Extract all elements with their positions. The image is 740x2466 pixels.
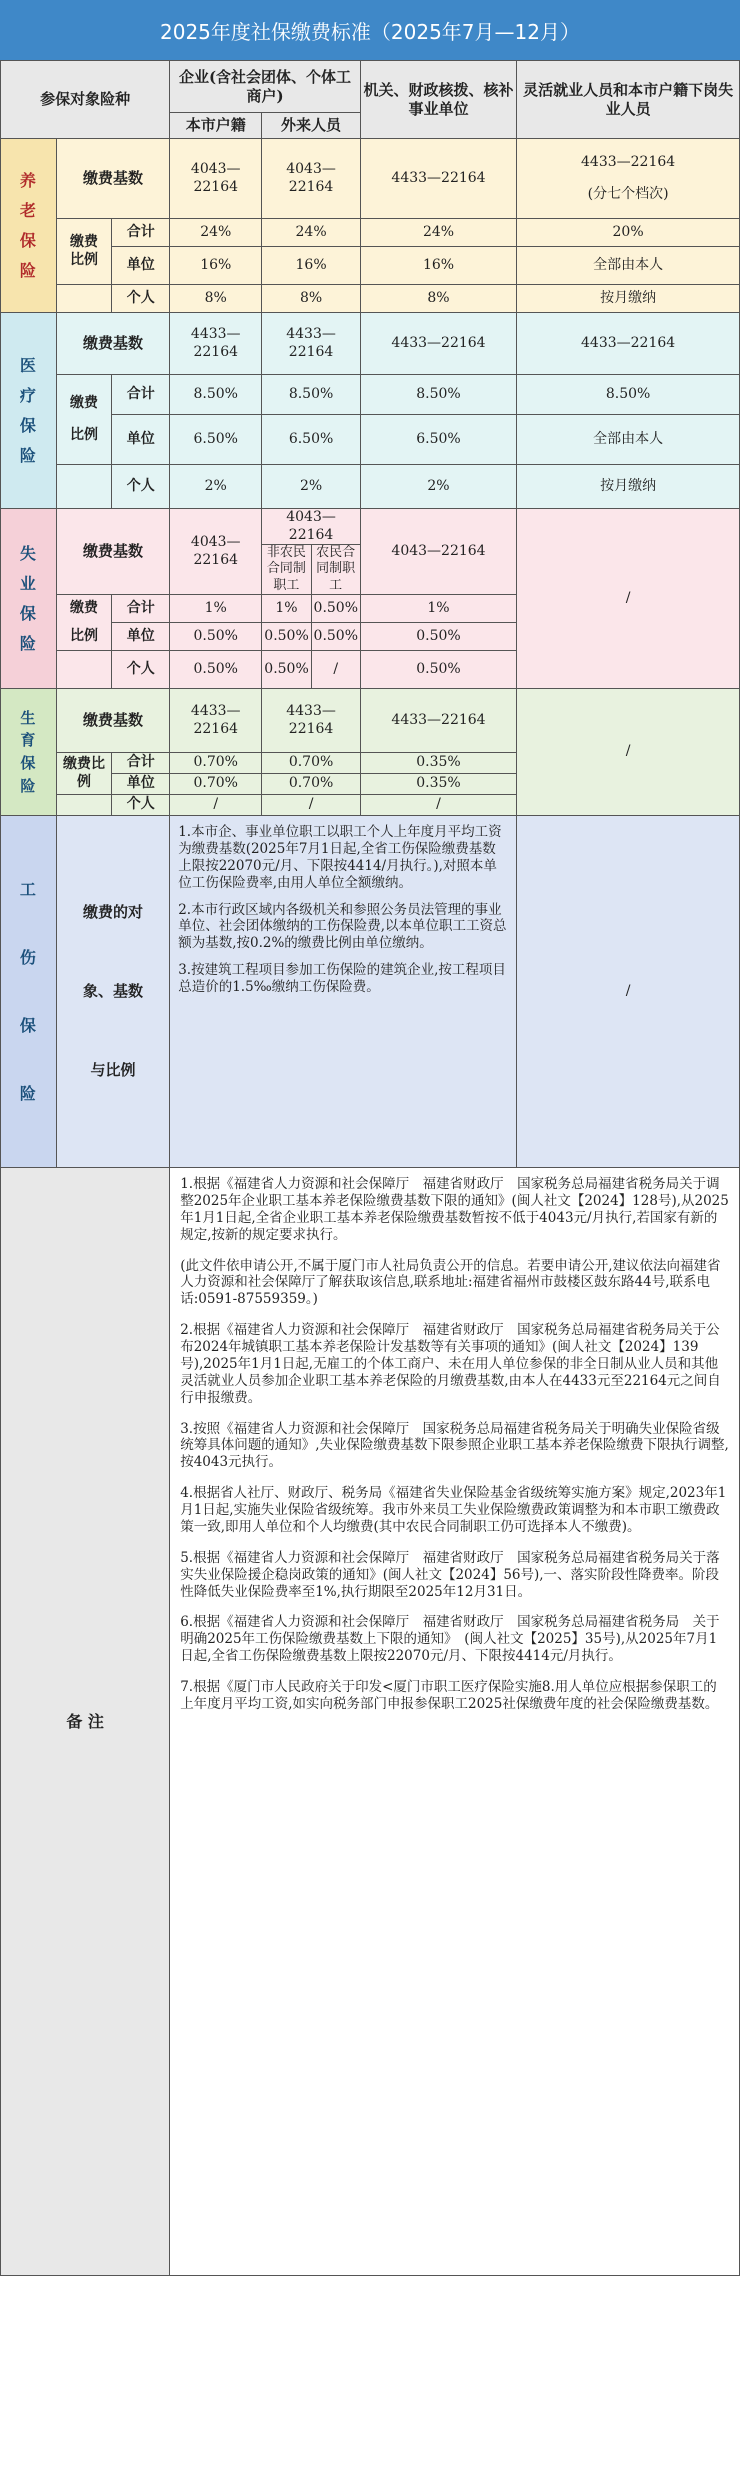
medical-total-label: 合计 [112,375,170,415]
maternity-personal-label: 个人 [112,795,170,816]
pension-ratio-label: 缴费 比例 [56,219,112,285]
medical-personal-label: 个人 [112,465,170,509]
unemployment-migrant-farmer: 农民合同制职工 [311,545,360,595]
medical-label: 医 疗 保 险 [1,313,57,509]
medical-personal-local: 2% [170,465,262,509]
unemployment-base-migrant: 4043—22164 [262,509,361,545]
unemployment-total-label: 合计 [112,595,170,623]
unemployment-migrant-non-farmer: 非农民合同制职工 [262,545,311,595]
unemployment-unit-label: 单位 [112,623,170,651]
unemployment-unit-inst: 0.50% [360,623,516,651]
maternity-base-local: 4433—22164 [170,689,262,753]
medical-base-migrant: 4433—22164 [262,313,361,375]
unemployment-unit-migrant-a: 0.50% [262,623,311,651]
maternity-flex: / [517,689,740,816]
maternity-unit-label: 单位 [112,774,170,795]
maternity-personal-local: / [170,795,262,816]
maternity-total-local: 0.70% [170,753,262,774]
unemployment-base-label: 缴费基数 [56,509,170,595]
page-title: 2025年度社保缴费标准（2025年7月—12月） [0,0,740,60]
pension-base-inst: 4433—22164 [360,139,516,219]
pension-total-inst: 24% [360,219,516,247]
maternity-unit-local: 0.70% [170,774,262,795]
medical-unit-label: 单位 [112,415,170,465]
header-insured-type: 参保对象险种 [1,61,170,139]
unemployment-personal-migrant-b: / [311,651,360,689]
medical-flex-note-2: 按月缴纳 [517,465,740,509]
unemployment-label: 失 业 保 险 [1,509,57,689]
medical-personal-inst: 2% [360,465,516,509]
medical-ratio-label: 缴费 比例 [56,375,112,465]
pension-flex-note-2: 按月缴纳 [517,285,740,313]
injury-item-label: 缴费的对 象、基数 与比例 [56,816,170,1168]
pension-personal-inst: 8% [360,285,516,313]
maternity-unit-inst: 0.35% [360,774,516,795]
maternity-total-migrant: 0.70% [262,753,361,774]
medical-base-local: 4433—22164 [170,313,262,375]
pension-total-migrant: 24% [262,219,361,247]
remark-item: 1.根据《福建省人力资源和社会保障厅 福建省财政厅 国家税务总局福建省税务局关于调整2025年企业职工基本养老保险缴费基数下限的通知》(闽人社文【2024】128号),从2025年1月1日起,全省企业职工基本养老保险缴费基数暂按不低于4043元/月执行,若国家有新的规定,按新的规定要求执行。 [180,1176,729,1243]
injury-note-1: 1.本市企、事业单位职工以职工个人上年度月平均工资为缴费基数(2025年7月1日起,全省工伤保险缴费基数上限按22070元/月、下限按4414/月执行。),对照本单位工伤保险费率,由用人单位全额缴纳。 [178,824,502,891]
pension-label: 养 老 保 险 [1,139,57,313]
remark-item: 5.根据《福建省人力资源和社会保障厅 福建省财政厅 国家税务总局福建省税务局关于落实失业保险援企稳岗政策的通知》(闽人社文【2024】56号),一、落实阶段性降费率。阶段性降低失业保险费率至1%,执行期限至2025年12月31日。 [180,1549,720,1600]
medical-unit-migrant: 6.50% [262,415,361,465]
unemployment-personal-local: 0.50% [170,651,262,689]
medical-personal-migrant: 2% [262,465,361,509]
medical-base-inst: 4433—22164 [360,313,516,375]
maternity-base-migrant: 4433—22164 [262,689,361,753]
medical-total-flex: 8.50% [517,375,740,415]
pension-total-label: 合计 [112,219,170,247]
unemployment-personal-label: 个人 [112,651,170,689]
maternity-total-inst: 0.35% [360,753,516,774]
unemployment-total-inst: 1% [360,595,516,623]
pension-base-label: 缴费基数 [56,139,170,219]
unemployment-total-migrant-a: 1% [262,595,311,623]
maternity-unit-migrant: 0.70% [262,774,361,795]
pension-base-local: 4043—22164 [170,139,262,219]
maternity-total-label: 合计 [112,753,170,774]
unemployment-ratio-label: 缴费 比例 [56,595,112,651]
unemployment-personal-inst: 0.50% [360,651,516,689]
remarks-content [170,1168,740,2276]
unemployment-personal-migrant-a: 0.50% [262,651,311,689]
medical-unit-inst: 6.50% [360,415,516,465]
medical-total-local: 8.50% [170,375,262,415]
pension-unit-label: 单位 [112,247,170,285]
pension-unit-migrant: 16% [262,247,361,285]
unemployment-flex: / [517,509,740,689]
maternity-ratio-label: 缴费比例 [56,753,112,795]
remark-item: 6.根据《福建省人力资源和社会保障厅 福建省财政厅 国家税务总局福建省税务局 关于明确2025年工伤保险缴费基数上下限的通知》 (闽人社文【2025】35号),从2025年7月1日起,全省工伤保险缴费基数上限按22070元/月、下限按4414元/月执行。 [180,1614,720,1665]
header-local: 本市户籍 [170,113,262,139]
pension-personal-label: 个人 [112,285,170,313]
pension-base-migrant: 4043—22164 [262,139,361,219]
header-flexible: 灵活就业人员和本市户籍下岗失业人员 [517,61,740,139]
header-enterprise: 企业(含社会团体、个体工商户) [170,61,361,113]
medical-total-migrant: 8.50% [262,375,361,415]
injury-label: 工 伤 保 险 [1,816,57,1168]
pension-unit-local: 16% [170,247,262,285]
remark-item: 4.根据省人社厅、财政厅、税务局《福建省失业保险基金省级统筹实施方案》规定,2023年1月1日起,实施失业保险省级统筹。我市外来员工失业保险缴费政策调整为和本市职工缴费政策一致,即用人单位和个人均缴费(其中农民合同制职工仍可选择本人不缴费)。 [180,1485,727,1535]
pension-personal-local: 8% [170,285,262,313]
unemployment-base-local: 4043—22164 [170,509,262,595]
medical-total-inst: 8.50% [360,375,516,415]
maternity-label: 生 育 保 险 [1,689,57,816]
remarks-label: 备 注 [1,1168,170,2276]
injury-note-3: 3.按建筑工程项目参加工伤保险的建筑企业,按工程项目总造价的1.5‰缴纳工伤保险费。 [178,962,506,995]
injury-note-2: 2.本市行政区域内各级机关和参照公务员法管理的事业单位、社会团体缴纳的工伤保险费,以本单位职工工资总额为基数,按0.2%的缴费比例由单位缴纳。 [178,901,507,952]
remark-item: 7.根据《厦门市人民政府关于印发<厦门市职工医疗保险实施8.用人单位应根据参保职工的上年度月平均工资,如实向税务部门申报参保职工2025社保缴费年度的社会保险缴费基数。 [180,1679,719,1712]
pension-base-flex: 4433—22164 (分七个档次) [517,139,740,219]
unemployment-unit-local: 0.50% [170,623,262,651]
pension-total-flex: 20% [517,219,740,247]
remark-item: 2.根据《福建省人力资源和社会保障厅 福建省财政厅 国家税务总局福建省税务局关于公布2024年城镇职工基本养老保险计发基数等有关事项的通知》(闽人社文【2024】139号),2025年1月1日起,无雇工的个体工商户、未在用人单位参保的非全日制从业人员和其他灵活就业人员参加企业职工基本养老保险的月缴费基数,由本人在4433元至22164元之间自行申报缴费。 [180,1322,721,1406]
injury-notes [170,816,517,1168]
remark-item: (此文件依申请公开,不属于厦门市人社局负责公开的信息。若要申请公开,建议依法向福建省人力资源和社会保障厅了解获取该信息,联系地址:福建省福州市鼓楼区鼓东路44号,联系电话:0591-87559359。) [180,1257,721,1308]
pension-total-local: 24% [170,219,262,247]
medical-base-label: 缴费基数 [56,313,170,375]
injury-flex: / [517,816,740,1168]
contribution-table [0,60,740,2276]
pension-flex-note-1: 全部由本人 [517,247,740,285]
unemployment-total-local: 1% [170,595,262,623]
remark-item: 3.按照《福建省人力资源和社会保障厅 国家税务总局福建省税务局关于明确失业保险省级统筹具体问题的通知》,失业保险缴费基数下限参照企业职工基本养老保险缴费下限执行调整,按4043元执行。 [180,1420,729,1471]
unemployment-base-inst: 4043—22164 [360,509,516,595]
maternity-base-inst: 4433—22164 [360,689,516,753]
medical-base-flex: 4433—22164 [517,313,740,375]
pension-personal-migrant: 8% [262,285,361,313]
maternity-personal-inst: / [360,795,516,816]
unemployment-unit-migrant-b: 0.50% [311,623,360,651]
medical-flex-note-1: 全部由本人 [517,415,740,465]
unemployment-total-migrant-b: 0.50% [311,595,360,623]
medical-unit-local: 6.50% [170,415,262,465]
maternity-base-label: 缴费基数 [56,689,170,753]
header-migrant: 外来人员 [262,113,361,139]
header-institution: 机关、财政核拨、核补事业单位 [360,61,516,139]
pension-unit-inst: 16% [360,247,516,285]
maternity-personal-migrant: / [262,795,361,816]
